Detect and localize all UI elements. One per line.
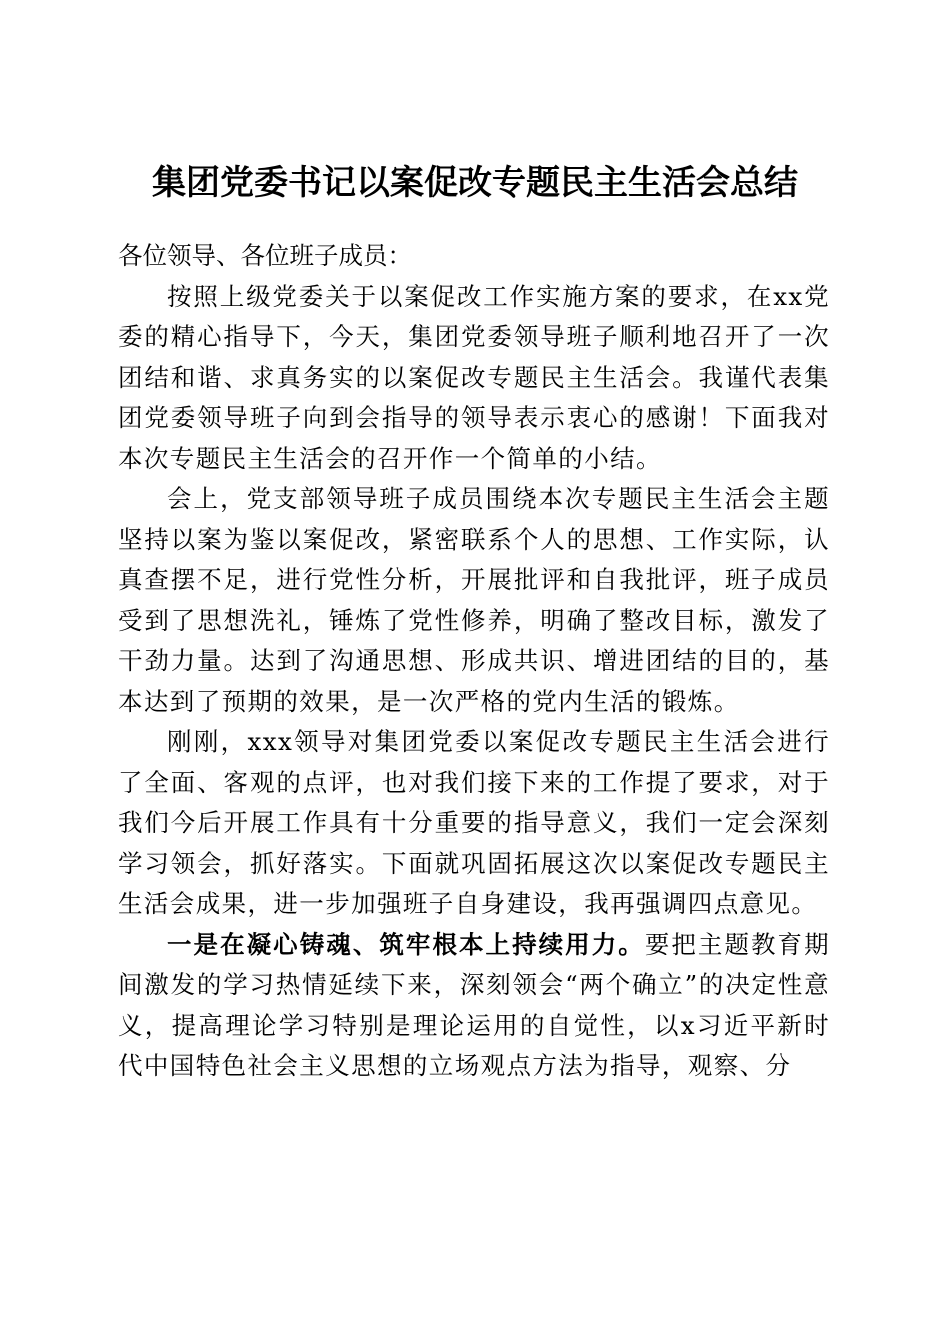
paragraph-text: 会上，党支部领导班子成员围绕本次专题民主生活会主题坚持以案为鉴以案促改，紧密联系个人的思想、工作实际，认真查摆不足，进行党性分析，开展批评和自我批评，班子成员受到了思想洗礼，锤炼了党性修养，明确了整改目标，激发了干劲力量。达到了沟通思想、形成共识、增进团结的目的，基本达到了预期的效果，是一次严格的党内生活的锻炼。 — [118, 484, 830, 716]
paragraph-text: 按照上级党委关于以案促改工作实施方案的要求，在xx党委的精心指导下，今天，集团党委领导班子顺利地召开了一次团结和谐、求真务实的以案促改专题民主生活会。我谨代表集团党委领导班子向到会指导的领导表示衷心的感谢！下面我对本次专题民主生活会的召开作一个简单的小结。 — [118, 281, 830, 473]
document-title: 集团党委书记以案促改专题民主生活会总结 — [152, 162, 798, 203]
paragraph-point-one — [118, 925, 830, 1087]
paragraph-opening — [118, 277, 830, 480]
document-body — [118, 236, 830, 1087]
paragraph-text: 要把主题教育期间激发的学习热情延续下来，深刻领会“两个确立”的决定性意义，提高理论学习特别是理论运用的自觉性，以x习近平新时代中国特色社会主义思想的立场观点方法为指导，观察、分 — [118, 929, 830, 1080]
paragraph-text: 刚刚，xxx领导对集团党委以案促改专题民主生活会进行了全面、客观的点评，也对我们接下来的工作提了要求，对于我们今后开展工作具有十分重要的指导意义，我们一定会深刻学习领会，抓好落实。下面就巩固拓展这次以案促改专题民主生活会成果，进一步加强班子自身建设，我再强调四点意见。 — [118, 727, 830, 918]
paragraph-meeting-summary — [118, 479, 830, 722]
paragraph-leader-comments — [118, 722, 830, 925]
salutation: 各位领导、各位班子成员： — [118, 241, 412, 270]
paragraph-lead-heading: 一是在凝心铸魂、筑牢根本上持续用力。 — [167, 929, 645, 959]
